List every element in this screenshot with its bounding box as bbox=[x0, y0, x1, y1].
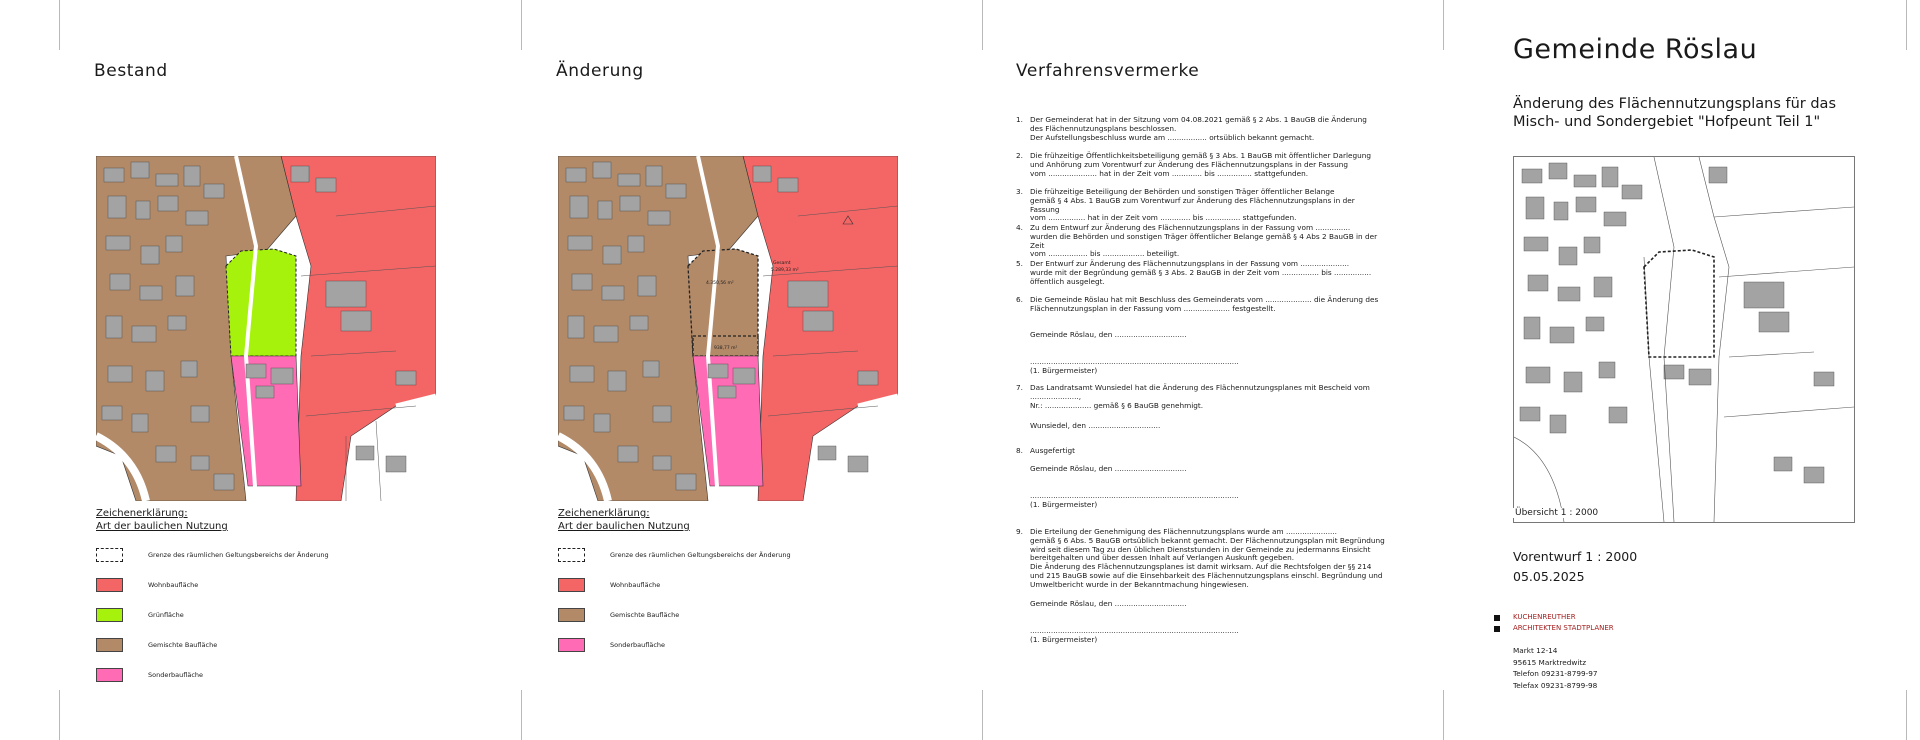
address-fax: Telefax 09231-8799-98 bbox=[1513, 680, 1598, 690]
fold-mark bbox=[1906, 690, 1907, 740]
legend-item bbox=[558, 638, 665, 652]
verfahren-step bbox=[1016, 152, 1386, 178]
verfahren-title: Verfahrensvermerke bbox=[1016, 61, 1200, 81]
map-aenderung bbox=[558, 156, 898, 501]
legend-title-aenderung bbox=[558, 507, 690, 533]
signature-line-3: .......................................................................................... (1. Bürgermeister) bbox=[1030, 626, 1239, 644]
signature-line-2: .......................................................................................... (1. Bürgermeister) bbox=[1030, 491, 1239, 509]
fold-mark bbox=[59, 0, 60, 50]
legend-label: Gemischte Baufläche bbox=[148, 641, 218, 649]
verfahren-step bbox=[1016, 296, 1386, 314]
legend-swatch bbox=[96, 578, 123, 592]
step-text: Die Gemeinde Röslau hat mit Beschluss des Gemeinderats vom .................... die Änderung des Flächennutzungsplan in der Fassung vom .................... festgestellt. bbox=[1030, 295, 1379, 313]
map-aenderung-svg bbox=[558, 156, 898, 501]
scale-label: Vorentwurf 1 : 2000 bbox=[1513, 549, 1638, 564]
verfahren-step bbox=[1016, 224, 1386, 259]
step-number: 2. bbox=[1016, 151, 1023, 160]
legend-item bbox=[96, 608, 184, 622]
legend-swatch bbox=[558, 548, 585, 562]
legend-swatch bbox=[558, 578, 585, 592]
area-label-total: 5.289,33 m² bbox=[771, 268, 799, 273]
address-street: Markt 12-14 bbox=[1513, 646, 1558, 655]
step-number: 4. bbox=[1016, 223, 1023, 232]
step-number: 1. bbox=[1016, 115, 1023, 124]
legend-title-line1: Zeichenerklärung: bbox=[96, 508, 188, 519]
signature-roeslau-2: Gemeinde Röslau, den ............................... bbox=[1030, 464, 1187, 473]
legend-title-line2: Art der baulichen Nutzung bbox=[558, 521, 690, 532]
legend-title-line1: Zeichenerklärung: bbox=[558, 508, 650, 519]
office-name: KUCHENREUTHER bbox=[1513, 613, 1576, 621]
area-label-change: 4.350,56 m² bbox=[706, 281, 734, 286]
map-bestand-svg bbox=[96, 156, 436, 501]
fold-mark bbox=[982, 690, 983, 740]
verfahren-step bbox=[1016, 447, 1386, 456]
office-square-icon bbox=[1494, 626, 1500, 632]
municipality-title: Gemeinde Röslau bbox=[1513, 34, 1758, 65]
step-text: Ausgefertigt bbox=[1030, 446, 1075, 455]
plan-status bbox=[1513, 547, 1637, 587]
step-text: Der Gemeinderat hat in der Sitzung vom 04.08.2021 gemäß § 2 Abs. 1 BauGB die Änderung des Flächennutzungsplans beschlossen. Der Aufstellungsbeschluss wurde am ................. ortsüblich bekannt gemacht. bbox=[1030, 115, 1367, 142]
step-text: Der Entwurf zur Änderung des Flächennutzungsplans in der Fassung vom ..................... wurde mit der Begründung gemäß § 3 Abs. 2 BauGB in der Zeit vom ................ bis ................ öffentlich ausgelegt. bbox=[1030, 259, 1372, 286]
office-subtitle: ARCHITEKTEN STADTPLANER bbox=[1513, 624, 1614, 632]
legend-swatch bbox=[96, 638, 123, 652]
office-address bbox=[1513, 645, 1598, 691]
step-number: 6. bbox=[1016, 295, 1023, 304]
verfahren-step bbox=[1016, 384, 1386, 410]
legend-item bbox=[558, 608, 679, 622]
step-number: 9. bbox=[1016, 527, 1023, 536]
fold-mark bbox=[59, 690, 60, 740]
plan-date: 05.05.2025 bbox=[1513, 569, 1585, 584]
legend-item bbox=[558, 578, 660, 592]
address-city: 95615 Marktredwitz bbox=[1513, 657, 1587, 667]
fold-mark bbox=[1906, 0, 1907, 50]
verfahren-step bbox=[1016, 528, 1386, 590]
signature-wunsiedel: Wunsiedel, den ............................... bbox=[1030, 421, 1161, 430]
legend-label: Grenze des räumlichen Geltungsbereichs der Änderung bbox=[148, 551, 329, 559]
legend-swatch bbox=[96, 668, 123, 682]
step-text: Die frühzeitige Beteiligung der Behörden und sonstigen Träger öffentlicher Belange gemäß § 4 Abs. 1 BauGB zum Vorentwurf zur Änderung des Flächennutzungsplans in der Fassung vom ................ hat in der Zeit vom ............. bis ............... stattgefunden. bbox=[1030, 187, 1355, 223]
fold-mark bbox=[982, 0, 983, 50]
legend-title-line2: Art der baulichen Nutzung bbox=[96, 521, 228, 532]
legend-label: Gemischte Baufläche bbox=[610, 611, 680, 619]
legend-item bbox=[558, 548, 791, 562]
legend-item bbox=[96, 668, 203, 682]
legend-title-bestand bbox=[96, 507, 228, 533]
office-square-icon bbox=[1494, 615, 1500, 621]
step-number: 5. bbox=[1016, 259, 1023, 268]
legend-label: Grenze des räumlichen Geltungsbereichs der Änderung bbox=[610, 551, 791, 559]
map-bestand bbox=[96, 156, 436, 501]
step-number: 8. bbox=[1016, 446, 1023, 455]
legend-swatch bbox=[96, 548, 123, 562]
fold-mark bbox=[521, 0, 522, 50]
verfahren-step bbox=[1016, 260, 1386, 286]
overview-map-svg bbox=[1514, 157, 1854, 522]
legend-item bbox=[96, 638, 217, 652]
step-text: Zu dem Entwurf zur Änderung des Flächennutzungsplans in der Fassung vom ............... wurden die Behörden und sonstigen Träger öffentlicher Belange gemäß § 4 Abs 2 BauGB in der Zeit vom ................. bis .................. beteiligt. bbox=[1030, 223, 1378, 259]
area-label-small: 938,77 m² bbox=[714, 346, 738, 351]
overview-caption: Übersicht 1 : 2000 bbox=[1515, 508, 1599, 518]
fold-mark bbox=[1443, 690, 1444, 740]
verfahren-step bbox=[1016, 116, 1386, 142]
step-number: 7. bbox=[1016, 383, 1023, 392]
signature-line-1: .......................................................................................... (1. Bürgermeister) bbox=[1030, 357, 1239, 375]
step-number: 3. bbox=[1016, 187, 1023, 196]
legend-label: Sonderbaufläche bbox=[610, 641, 666, 649]
step-text: Die Erteilung der Genehmigung des Flächennutzungsplans wurde am ...................... gemäß § 6 Abs. 5 BauGB ortsüblich bekannt gemacht. Der Flächennutzungsplan mit Begründung wird seit diesem Tag zu den üblichen Dienststunden in der Gemeinde zu jedermanns Einsicht bereitgehalten und über dessen Inhalt auf Verlangen Auskunft gegeben. Die Änderung des Flächennutzungsplanes ist damit wirksam. Auf die Rechtsfolgen der §§ 214 und 215 BauGB sowie auf die Einsehbarkeit des Flächennutzungsplans einschl. Begründung und Umweltbericht wurde in der Bekanntmachung hingewiesen. bbox=[1030, 527, 1385, 589]
legend-label: Sonderbaufläche bbox=[148, 671, 204, 679]
legend-swatch bbox=[558, 608, 585, 622]
legend-item bbox=[96, 578, 198, 592]
step-text: Die frühzeitige Öffentlichkeitsbeteiligung gemäß § 3 Abs. 1 BauGB mit öffentlicher Darlegung und Anhörung zum Vorentwurf zur Änderung des Flächennutzungsplans in der Fassung vom ..................... hat in der Zeit vom ............. bis ............... stattgefunden. bbox=[1030, 151, 1371, 178]
bestand-title: Bestand bbox=[94, 61, 168, 81]
legend-label: Wohnbaufläche bbox=[148, 581, 199, 589]
verfahren-step bbox=[1016, 188, 1386, 223]
office-block bbox=[1494, 612, 1614, 634]
legend-swatch bbox=[96, 608, 123, 622]
legend-label: Grünfläche bbox=[148, 611, 184, 619]
fold-mark bbox=[1443, 0, 1444, 50]
aenderung-title: Änderung bbox=[556, 61, 644, 81]
signature-roeslau-1: Gemeinde Röslau, den ............................... bbox=[1030, 330, 1187, 339]
fold-mark bbox=[521, 690, 522, 740]
step-text: Das Landratsamt Wunsiedel hat die Änderung des Flächennutzungsplanes mit Bescheid vom ....................., Nr.: .................... gemäß § 6 BauGB genehmigt. bbox=[1030, 383, 1370, 410]
office-row bbox=[1494, 612, 1614, 623]
signature-roeslau-3: Gemeinde Röslau, den ............................... bbox=[1030, 599, 1187, 608]
area-label-prefix: Gesamt bbox=[773, 261, 791, 266]
legend-item bbox=[96, 548, 329, 562]
plan-subtitle: Änderung des Flächennutzungsplans für das Misch- und Sondergebiet "Hofpeunt Teil 1" bbox=[1513, 96, 1837, 130]
office-row bbox=[1494, 623, 1614, 634]
legend-swatch bbox=[558, 638, 585, 652]
address-phone: Telefon 09231-8799-97 bbox=[1513, 669, 1598, 678]
legend-label: Wohnbaufläche bbox=[610, 581, 661, 589]
overview-map bbox=[1513, 156, 1855, 523]
